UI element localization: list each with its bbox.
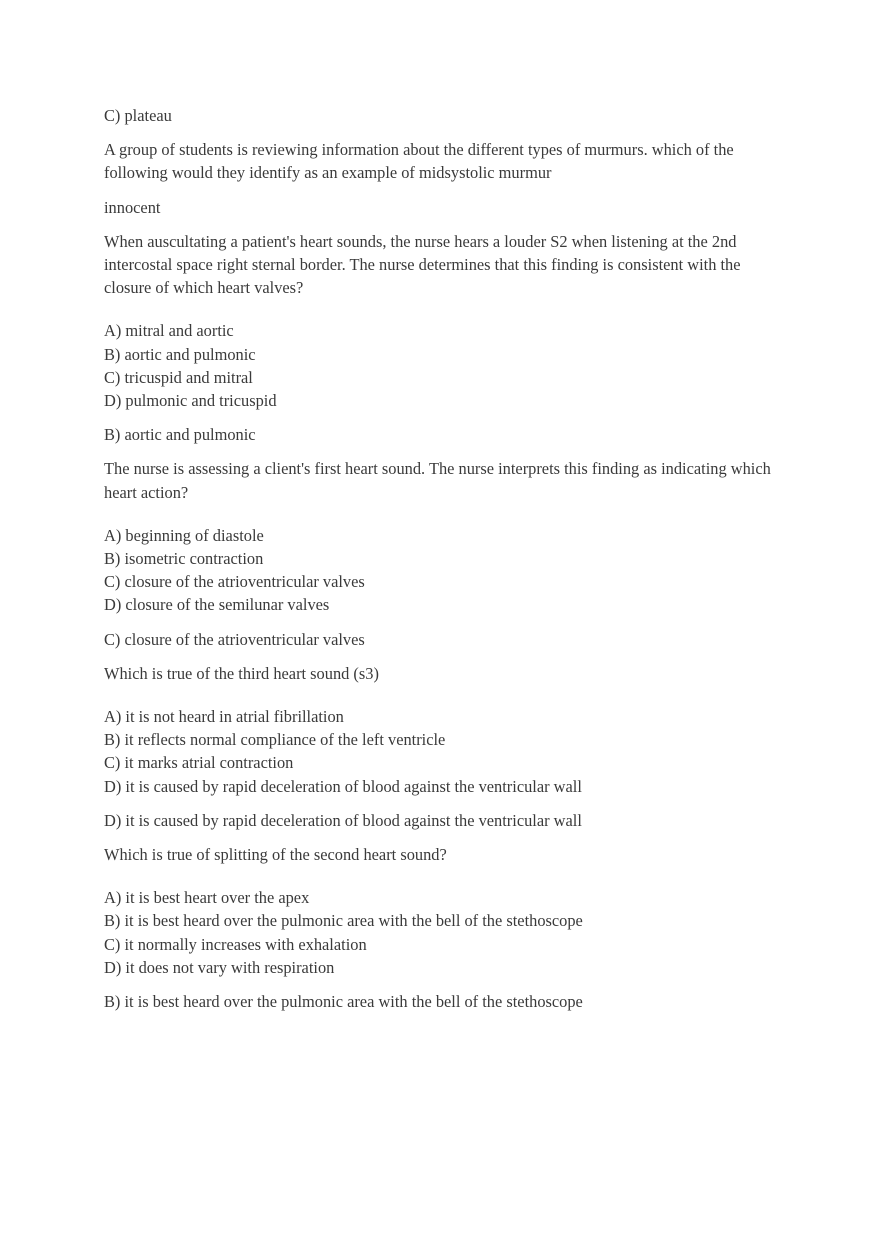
- question-text: Which is true of the third heart sound (s3): [104, 663, 379, 683]
- answer-text: C) plateau: [104, 106, 172, 125]
- option-item: D) it does not vary with respiration: [104, 957, 335, 977]
- option-item: A) beginning of diastole: [104, 525, 264, 545]
- option-item: B) aortic and pulmonic: [104, 344, 256, 364]
- question-text: When auscultating a patient's heart sounds, the nurse hears a louder S2 when listening at the 2nd intercostal space right sternal border. The nurse determines that this finding is consistent with the closure of which heart valves?: [104, 231, 741, 298]
- option-item: D) closure of the semilunar valves: [104, 595, 330, 615]
- question-text: The nurse is assessing a client's first heart sound. The nurse interprets this finding as indicating which heart action?: [104, 459, 771, 502]
- option-item: D) pulmonic and tricuspid: [104, 391, 277, 411]
- answer-text: B) aortic and pulmonic: [104, 425, 256, 445]
- option-item: D) it is caused by rapid deceleration of blood against the ventricular wall: [104, 776, 582, 796]
- option-item: C) it marks atrial contraction: [104, 753, 294, 773]
- option-item: C) it normally increases with exhalation: [104, 934, 367, 954]
- question-text: A group of students is reviewing information about the different types of murmurs. which of the following would they identify as an example of midsystolic murmur: [104, 140, 734, 183]
- option-item: B) it is best heard over the pulmonic area with the bell of the stethoscope: [104, 911, 583, 931]
- page-content: [104, 104, 779, 1013]
- question-text: Which is true of splitting of the second heart sound?: [104, 845, 447, 865]
- option-item: A) it is best heart over the apex: [104, 888, 310, 908]
- options-list: [104, 319, 779, 412]
- options-list: [104, 886, 779, 979]
- option-item: C) closure of the atrioventricular valves: [104, 572, 365, 592]
- option-item: A) it is not heard in atrial fibrillation: [104, 707, 344, 727]
- option-item: B) it reflects normal compliance of the left ventricle: [104, 730, 446, 750]
- answer-text: D) it is caused by rapid deceleration of blood against the ventricular wall: [104, 810, 582, 830]
- answer-text: B) it is best heard over the pulmonic area with the bell of the stethoscope: [104, 992, 583, 1012]
- options-list: [104, 524, 779, 617]
- option-item: B) isometric contraction: [104, 549, 264, 569]
- option-item: C) tricuspid and mitral: [104, 367, 253, 387]
- option-item: A) mitral and aortic: [104, 321, 234, 341]
- answer-text: innocent: [104, 197, 161, 217]
- answer-text: C) closure of the atrioventricular valves: [104, 629, 365, 649]
- options-list: [104, 705, 779, 798]
